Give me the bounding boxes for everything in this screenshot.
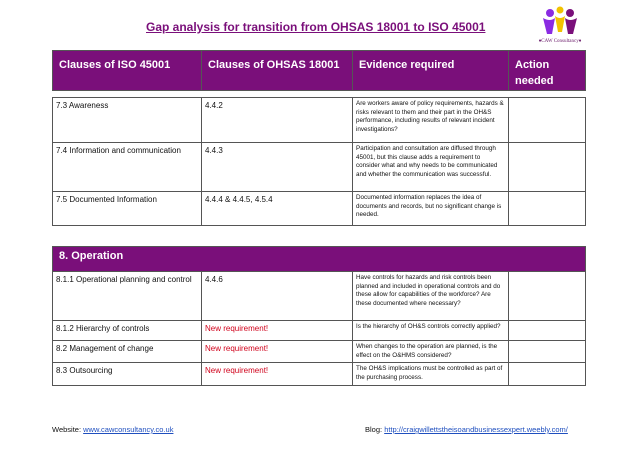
table-row	[53, 272, 586, 321]
iso-clause-cell: 7.5 Documented Information	[53, 192, 202, 226]
iso-clause-cell: 8.1.1 Operational planning and control	[53, 272, 202, 321]
header-action: Action needed	[509, 51, 586, 91]
blog-label: Blog:	[365, 425, 385, 434]
evidence-cell: Have controls for hazards and risk controls been planned and included in operational controls and do these allow for capabilities of the workforce? Are these documented where necessary?	[353, 272, 509, 321]
section-title: 8. Operation	[53, 247, 586, 272]
action-cell[interactable]	[509, 143, 586, 192]
footer-website	[52, 425, 173, 434]
iso-clause-cell: 8.1.2 Hierarchy of controls	[53, 321, 202, 341]
action-cell[interactable]	[509, 341, 586, 363]
action-cell[interactable]	[509, 272, 586, 321]
ohsas-clause-cell: 4.4.2	[202, 98, 353, 143]
header-evidence: Evidence required	[353, 51, 509, 91]
table-row	[53, 192, 586, 226]
ohsas-clause-cell: 4.4.4 & 4.4.5, 4.5.4	[202, 192, 353, 226]
logo-text: ♦CAW Consultancy♦	[538, 39, 582, 44]
blog-link[interactable]: http://craigwillettstheisoandbusinessexpert.weebly.com/	[384, 425, 568, 434]
evidence-cell: Are workers aware of policy requirements, hazards & risks relevant to them and their part in the OH&S performance, including results of relevant incident investigations?	[353, 98, 509, 143]
table-row	[53, 98, 586, 143]
evidence-cell: Is the hierarchy of OH&S controls correctly applied?	[353, 321, 509, 341]
new-requirement-cell: New requirement!	[202, 321, 353, 341]
evidence-cell: Participation and consultation are diffused through 45001, but this clause adds a requirement to consider what and why needs to be communicated and whether the communication was successful.	[353, 143, 509, 192]
evidence-cell: The OH&S implications must be controlled as part of the purchasing process.	[353, 363, 509, 385]
action-cell[interactable]	[509, 321, 586, 341]
table-header-row	[53, 51, 586, 91]
action-cell[interactable]	[509, 192, 586, 226]
header-iso45001: Clauses of ISO 45001	[53, 51, 202, 91]
iso-clause-cell: 8.3 Outsourcing	[53, 363, 202, 385]
page-title: Gap analysis for transition from OHSAS 18001 to ISO 45001	[146, 20, 486, 34]
ohsas-clause-cell: 4.4.6	[202, 272, 353, 321]
gap-table-clause-7	[52, 50, 586, 91]
table-row	[53, 341, 586, 363]
evidence-cell: Documented information replaces the idea of documents and records, but no significant change is needed.	[353, 192, 509, 226]
website-link[interactable]: www.cawconsultancy.co.uk	[83, 425, 174, 434]
section-header-row	[53, 247, 586, 272]
ohsas-clause-cell: 4.4.3	[202, 143, 353, 192]
iso-clause-cell: 7.3 Awareness	[53, 98, 202, 143]
table-row	[53, 363, 586, 385]
table-row	[53, 143, 586, 192]
header-ohsas18001: Clauses of OHSAS 18001	[202, 51, 353, 91]
caw-consultancy-logo	[525, 4, 595, 48]
new-requirement-cell: New requirement!	[202, 363, 353, 385]
table-row	[53, 321, 586, 341]
logo-figures-icon	[525, 4, 595, 40]
evidence-cell: When changes to the operation are planned, is the effect on the O&HMS considered?	[353, 341, 509, 363]
iso-clause-cell: 7.4 Information and communication	[53, 143, 202, 192]
website-label: Website:	[52, 425, 84, 434]
iso-clause-cell: 8.2 Management of change	[53, 341, 202, 363]
action-cell[interactable]	[509, 98, 586, 143]
new-requirement-cell: New requirement!	[202, 341, 353, 363]
action-cell[interactable]	[509, 363, 586, 385]
footer-blog	[365, 425, 568, 434]
gap-table-clause-7-body	[52, 97, 586, 226]
gap-table-clause-8	[52, 246, 586, 386]
